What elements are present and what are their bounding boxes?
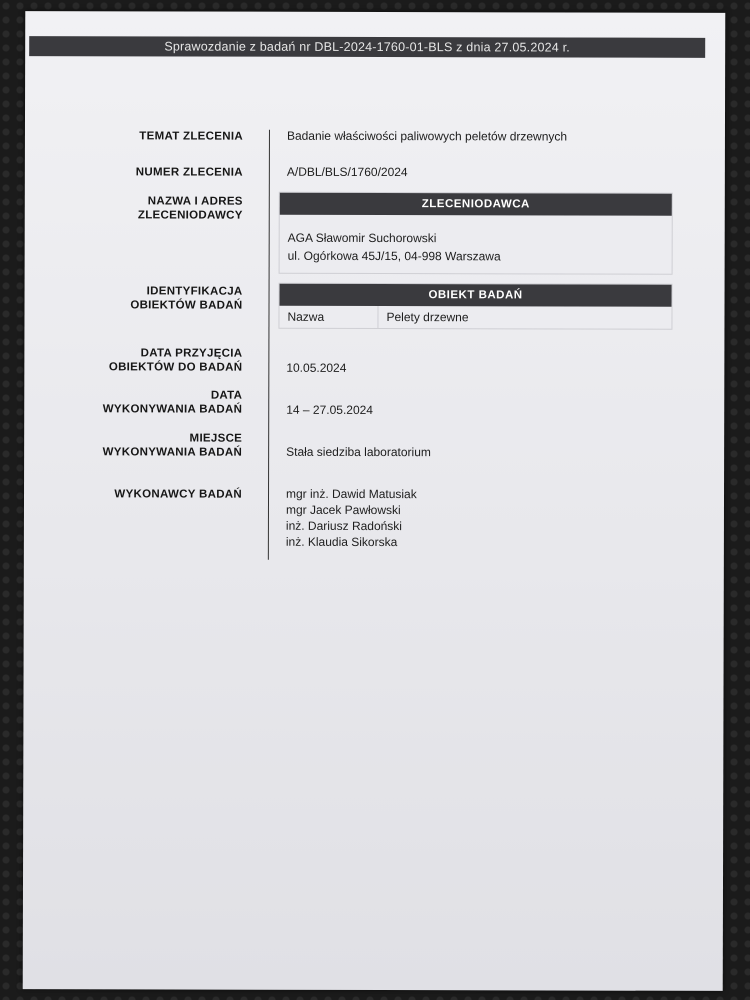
nazwa-label xyxy=(65,194,243,222)
client-box-body xyxy=(280,215,672,274)
data-wykonywania-label xyxy=(64,388,242,416)
miejsce-label-line1: MIEJSCE xyxy=(189,432,243,445)
object-box-heading: OBIEKT BADAŃ xyxy=(280,284,672,307)
client-name: AGA Sławomir Suchorowski xyxy=(287,230,437,246)
identyfikacja-label xyxy=(64,284,242,312)
temat-label: TEMAT ZLECENIA xyxy=(139,130,243,143)
nazwa-label-line1: NAZWA I ADRES xyxy=(147,195,243,208)
data-wykonywania-label-line2: WYKONYWANIA BADAŃ xyxy=(102,403,243,416)
column-divider xyxy=(268,130,270,560)
object-row xyxy=(279,306,671,329)
data-przyjecia-value: 10.05.2024 xyxy=(286,360,347,375)
performer-item: mgr Jacek Pawłowski xyxy=(285,502,401,518)
report-page xyxy=(23,11,726,991)
wykonawcy-label: WYKONAWCY BADAŃ xyxy=(114,488,243,501)
miejsce-label-line2: WYKONYWANIA BADAŃ xyxy=(102,446,243,459)
temat-value: Badanie właściwości paliwowych peletów drzewnych xyxy=(286,128,568,144)
performer-item: mgr inż. Dawid Matusiak xyxy=(286,486,417,502)
identyfikacja-label-line1: IDENTYFIKACJA xyxy=(146,285,243,298)
client-box xyxy=(279,192,673,275)
miejsce-value: Stała siedziba laboratorium xyxy=(286,444,431,460)
identyfikacja-label-line2: OBIEKTÓW BADAŃ xyxy=(130,299,243,312)
report-header: Sprawozdanie z badań nr DBL-2024-1760-01-BLS z dnia 27.05.2024 r. xyxy=(29,36,705,58)
data-przyjecia-label-line1: DATA PRZYJĘCIA xyxy=(140,347,243,360)
performers-list xyxy=(286,486,417,550)
client-box-heading: ZLECENIODAWCA xyxy=(280,193,672,216)
numer-label: NUMER ZLECENIA xyxy=(135,166,243,179)
object-box xyxy=(278,283,672,330)
performer-item: inż. Dariusz Radoński xyxy=(285,518,402,534)
data-wykonywania-value: 14 – 27.05.2024 xyxy=(286,402,374,417)
client-address: ul. Ogórkowa 45J/15, 04-998 Warszawa xyxy=(287,248,501,264)
miejsce-label xyxy=(64,431,242,459)
data-przyjecia-label xyxy=(64,346,242,374)
object-name-value: Pelety drzewne xyxy=(386,310,469,325)
performer-item: inż. Klaudia Sikorska xyxy=(285,534,398,550)
object-name-label: Nazwa xyxy=(279,306,378,328)
nazwa-label-line2: ZLECENIODAWCY xyxy=(137,209,243,222)
data-wykonywania-label-line1: DATA xyxy=(210,389,243,402)
numer-value: A/DBL/BLS/1760/2024 xyxy=(286,164,408,180)
data-przyjecia-label-line2: OBIEKTÓW DO BADAŃ xyxy=(108,361,243,374)
